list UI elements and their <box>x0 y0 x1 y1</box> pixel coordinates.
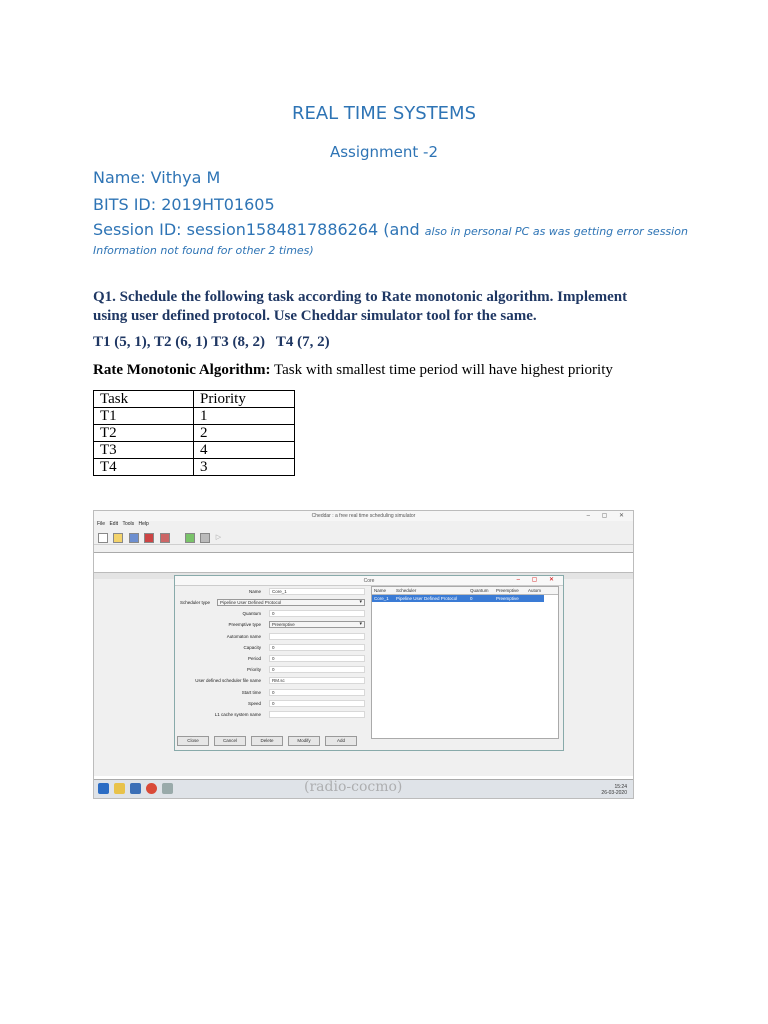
name-label: Name <box>248 589 261 594</box>
table-header-cell: Task <box>94 391 194 408</box>
table-row <box>94 425 295 442</box>
col-name[interactable]: Name <box>374 588 387 593</box>
add-button[interactable]: Add <box>325 736 357 746</box>
save-icon[interactable] <box>129 533 139 543</box>
rma-label: Rate Monotonic Algorithm: <box>93 362 271 378</box>
start-icon[interactable] <box>98 783 109 794</box>
tray-date: 26-03-2020 <box>601 790 627 796</box>
l1-cache-field[interactable] <box>269 711 365 718</box>
col-scheduler[interactable]: Scheduler <box>396 588 417 593</box>
automaton-name-label: Automaton name <box>226 634 261 639</box>
table-row <box>94 408 295 425</box>
table-cell: 2 <box>194 425 295 442</box>
new-file-icon[interactable] <box>98 533 108 543</box>
chrome-icon[interactable] <box>146 783 157 794</box>
name-line: Name: Vithya M <box>93 168 221 187</box>
table-cell: 1 <box>194 408 295 425</box>
start-time-label: Start time <box>241 690 261 695</box>
speed-label: Speed <box>247 701 261 706</box>
settings-icon[interactable] <box>200 533 210 543</box>
table-cell: T2 <box>94 425 194 442</box>
start-time-field[interactable]: 0 <box>269 689 365 696</box>
rma-statement <box>93 362 613 379</box>
core-list <box>371 586 559 739</box>
menu-file[interactable]: File <box>97 521 106 527</box>
menu-bar <box>94 521 633 529</box>
row-quantum: 0 <box>470 596 473 601</box>
table-cell: T1 <box>94 408 194 425</box>
cheddar-window-title: Cheddar : a free real time scheduling simulator <box>311 513 416 519</box>
core-window-controls[interactable]: – ▢ ✕ <box>516 577 559 583</box>
scheduler-file-label: User defined scheduler file name <box>195 678 261 683</box>
system-tray <box>601 784 627 796</box>
col-automaton[interactable]: Autom <box>528 588 542 593</box>
priority-field[interactable]: 0 <box>269 666 365 673</box>
app-icon[interactable] <box>162 783 173 794</box>
cheddar-titlebar <box>94 511 633 521</box>
open-folder-icon[interactable] <box>113 533 123 543</box>
session-note-continued: Information not found for other 2 times) <box>93 244 314 257</box>
capacity-label: Capacity <box>243 645 261 650</box>
period-label: Period <box>247 656 261 661</box>
close-button[interactable]: Close <box>177 736 209 746</box>
rma-text: Task with smallest time period will have highest priority <box>270 362 613 378</box>
window-controls[interactable]: – ▢ ✕ <box>586 513 629 519</box>
question-1: Q1. Schedule the following task according to Rate monotonic algorithm. Implement using user defined protocol. Use Cheddar simulator tool for the same. <box>93 289 628 324</box>
period-field[interactable]: 0 <box>269 655 365 662</box>
word-icon[interactable] <box>130 783 141 794</box>
task-list: T1 (5, 1), T2 (6, 1) T3 (8, 2) T4 (7, 2) <box>93 334 330 350</box>
cheddar-screenshot <box>93 510 634 799</box>
row-name: Core_1 <box>374 596 389 601</box>
session-id-text: Session ID: session1584817886264 (and <box>93 220 420 239</box>
table-cell: 4 <box>194 442 295 459</box>
play-icon[interactable]: ▷ <box>215 534 222 541</box>
table-cell: 3 <box>194 459 295 476</box>
core-list-header <box>372 587 558 595</box>
menu-edit[interactable]: Edit <box>109 521 119 527</box>
scheduler-file-field[interactable]: RM.sc <box>269 677 365 684</box>
menu-tools[interactable]: Tools <box>122 521 135 527</box>
quantum-field[interactable]: 0 <box>269 610 365 617</box>
list-item[interactable] <box>372 595 544 602</box>
preemptive-type-label: Preemptive type <box>228 622 261 627</box>
core-buttons <box>177 736 362 746</box>
doc-title: REAL TIME SYSTEMS <box>291 103 477 124</box>
session-id-line <box>93 220 688 239</box>
col-quantum[interactable]: Quantum <box>470 588 489 593</box>
top-panel <box>94 552 633 573</box>
folder-icon[interactable] <box>114 783 125 794</box>
preemptive-type-select[interactable]: Preemptive ▾ <box>269 621 365 628</box>
run-icon[interactable] <box>185 533 195 543</box>
table-header-row <box>94 391 295 408</box>
name-field[interactable]: Core_1 <box>269 588 365 595</box>
core-dialog <box>174 575 564 751</box>
scheduler-type-select[interactable]: Pipeline User Defined Protocol ▾ <box>217 599 365 606</box>
priority-table <box>93 390 295 476</box>
l1-cache-label: L1 cache system name <box>214 712 261 717</box>
close-file-icon[interactable] <box>160 533 170 543</box>
speed-field[interactable]: 0 <box>269 700 365 707</box>
delete-button[interactable]: Delete <box>251 736 283 746</box>
core-dialog-title: Core <box>363 578 375 584</box>
save-as-icon[interactable] <box>144 533 154 543</box>
table-cell: T4 <box>94 459 194 476</box>
col-preemptive[interactable]: Preemptive <box>496 588 519 593</box>
row-preemptive: Preemptive <box>496 596 519 601</box>
menu-help[interactable]: Help <box>138 521 149 527</box>
session-note: also in personal PC as was getting error session <box>424 225 688 238</box>
core-titlebar <box>175 576 563 586</box>
bits-id-line: BITS ID: 2019HT01605 <box>93 195 275 214</box>
tray-time: 15:24 <box>614 784 627 790</box>
toolbar <box>94 530 633 545</box>
quantum-label: Quantum <box>242 611 261 616</box>
capacity-field[interactable]: 0 <box>269 644 365 651</box>
doc-subtitle: Assignment -2 <box>329 143 439 161</box>
table-row <box>94 459 295 476</box>
automaton-name-field[interactable] <box>269 633 365 640</box>
cancel-button[interactable]: Cancel <box>214 736 246 746</box>
table-row <box>94 442 295 459</box>
scheduler-type-label: Scheduler type <box>180 600 211 605</box>
table-cell: T3 <box>94 442 194 459</box>
modify-button[interactable]: Modify <box>288 736 320 746</box>
priority-label: Priority <box>246 667 261 672</box>
watermark: (radio-cocmo) <box>304 779 403 795</box>
row-scheduler: Pipeline User Defined Protocol <box>396 596 458 601</box>
table-header-cell: Priority <box>194 391 295 408</box>
